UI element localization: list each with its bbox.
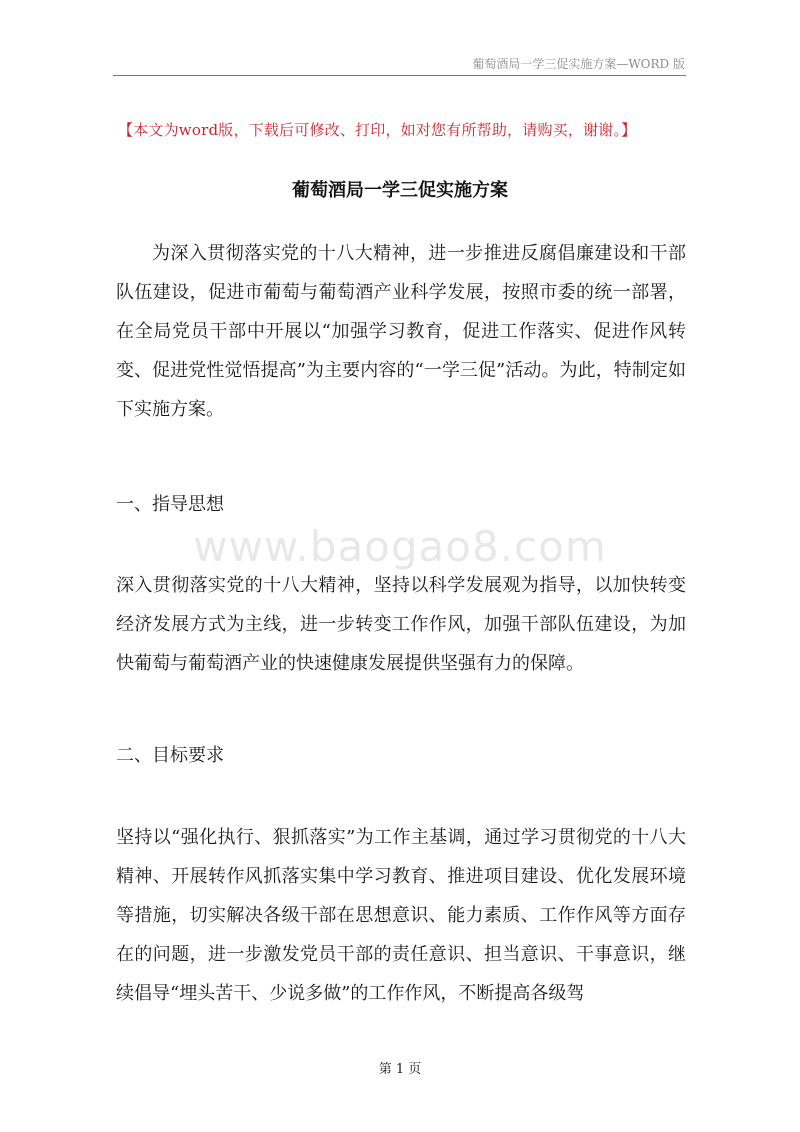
section-heading-guiding-ideology: 一、指导思想 [116,494,224,515]
download-notice: 【本文为word版，下载后可修改、打印，如对您有所帮助，请购买，谢谢。】 [118,121,637,139]
page-number: 第 1 页 [378,1062,422,1077]
section-paragraph-guiding-ideology: 深入贯彻落实党的十八大精神，坚持以科学发展观为指导，以加快转变经济发展方式为主线，进一步转变工作作风，加强干部队伍建设，为加快葡萄与葡萄酒产业的快速健康发展提供坚强有力的保障。 [116,575,686,674]
watermark: www.baogao8.com [193,522,607,571]
running-header: 葡萄酒局一学三促实施方案—WORD 版 [472,57,685,71]
header-divider [113,75,686,76]
section-paragraph-goals: 坚持以“强化执行、狠抓落实”为工作主基调，通过学习贯彻党的十八大精神、开展转作风抓落实集中学习教育、推进项目建设、优化发展环境等措施，切实解决各级干部在思想意识、能力素质、工作作风等方面存在的问题，进一步激发党员干部的责任意识、担当意识、干事意识，继续倡导“埋头苦干、少说多做”的工作作风，不断提高各级驾 [116,827,686,1004]
intro-paragraph: 为深入贯彻落实党的十八大精神，进一步推进反腐倡廉建设和干部队伍建设，促进市葡萄与葡萄酒产业科学发展，按照市委的统一部署，在全局党员干部中开展以“加强学习教育，促进工作落实、促进作风转变、促进党性觉悟提高”为主要内容的“一学三促”活动。为此，特制定如下实施方案。 [116,243,686,420]
document-title: 葡萄酒局一学三促实施方案 [292,180,508,201]
section-heading-goals: 二、目标要求 [116,745,224,766]
